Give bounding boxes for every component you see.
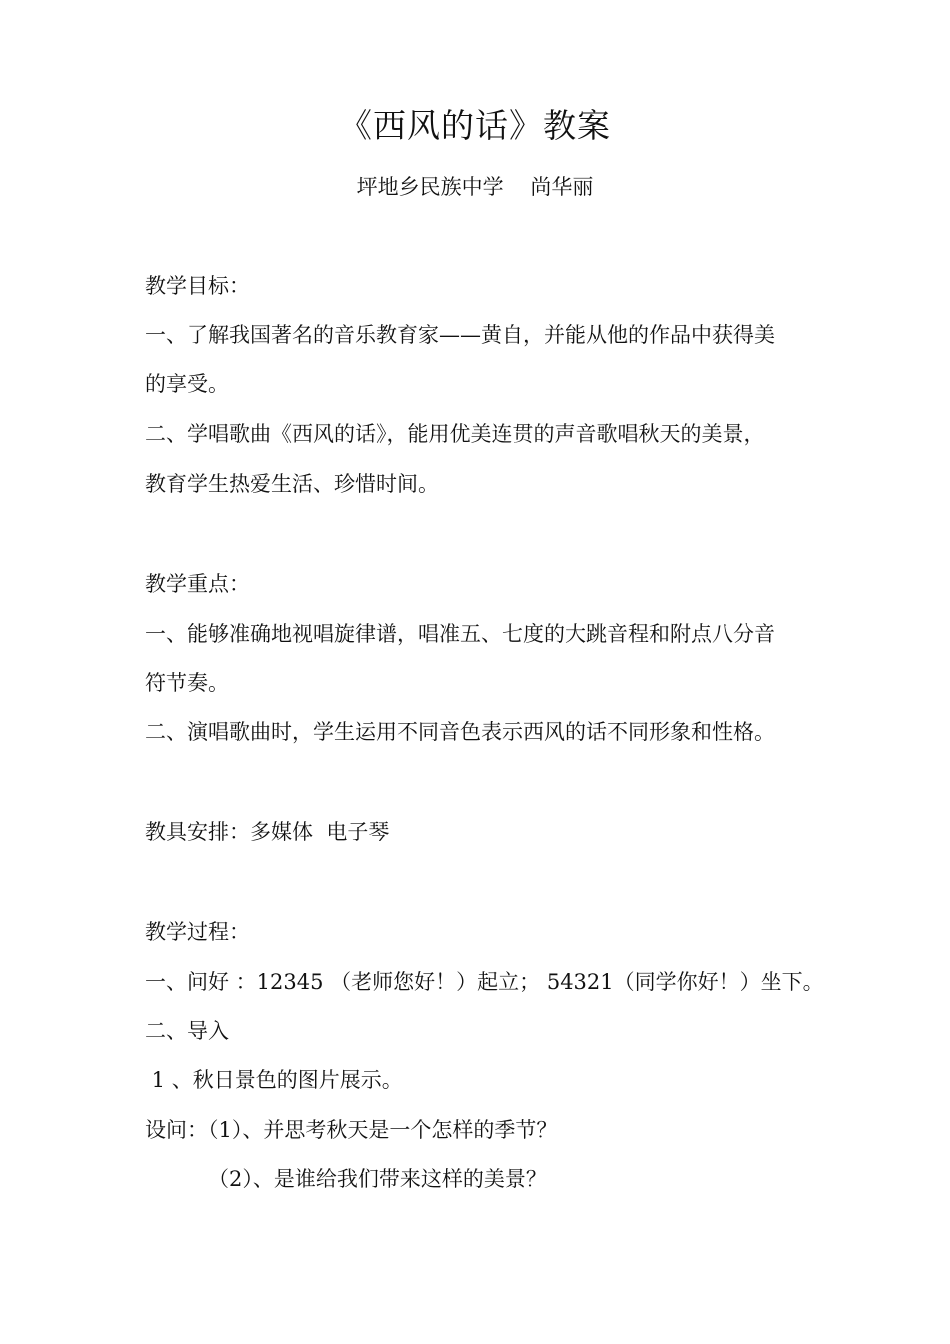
objective-2-line-2: 教育学生热爱生活、珍惜时间。	[145, 472, 439, 496]
key-point-1-line-2: 符节奏。	[145, 671, 229, 695]
process-step-2: 二、导入	[145, 1019, 229, 1043]
objective-1-line-2: 的享受。	[145, 372, 229, 396]
process-step-2-sub-1: 1 、秋日景色的图片展示。	[145, 1068, 403, 1092]
process-heading: 教学过程：	[145, 920, 250, 944]
key-point-2: 二、演唱歌曲时，学生运用不同音色表示西风的话不同形象和性格。	[145, 720, 775, 744]
objective-1-line-1: 一、了解我国著名的音乐教育家——黄自，并能从他的作品中获得美	[145, 323, 775, 347]
document-subtitle: 坪地乡民族中学 尚华丽	[356, 175, 594, 199]
objectives-heading: 教学目标：	[145, 274, 250, 298]
teaching-tools: 教具安排：多媒体 电子琴	[145, 820, 390, 844]
process-question-2: （2）、是谁给我们带来这样的美景？	[208, 1167, 547, 1191]
key-point-1-line-1: 一、能够准确地视唱旋律谱，唱准五、七度的大跳音程和附点八分音	[145, 622, 775, 646]
process-step-1: 一、问好 ：12345 （老师您好！）起立； 54321（同学你好！）坐下。	[145, 970, 824, 994]
objective-2-line-1: 二、学唱歌曲《西风的话》，能用优美连贯的声音歌唱秋天的美景，	[145, 422, 765, 446]
document-title: 《西风的话》教案	[339, 106, 611, 145]
process-question-1: 设问：（1）、并思考秋天是一个怎样的季节？	[145, 1118, 558, 1142]
key-points-heading: 教学重点：	[145, 572, 250, 596]
